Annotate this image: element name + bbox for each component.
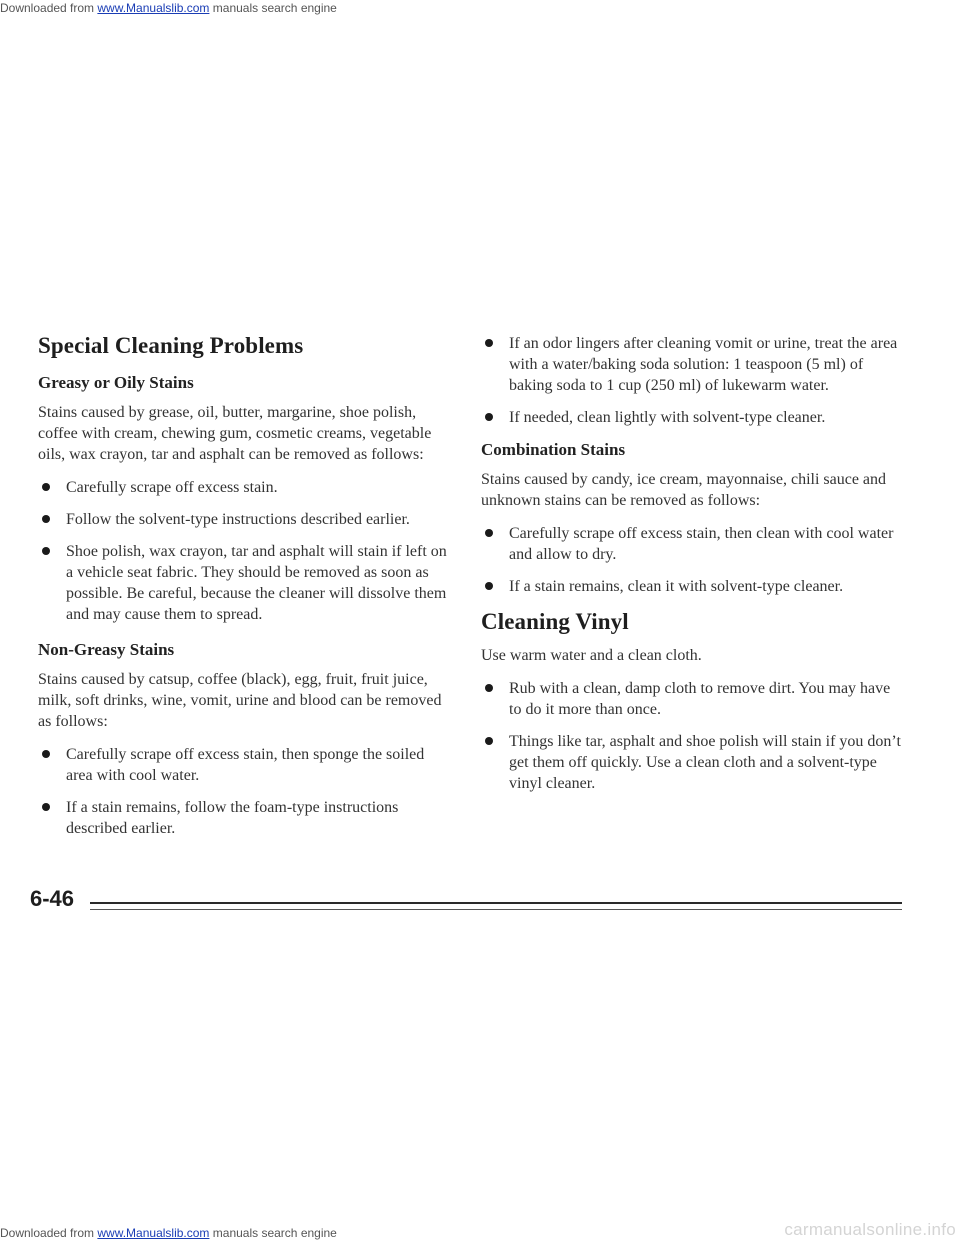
footer-rule: [90, 902, 902, 904]
list-item: [481, 678, 901, 720]
bullet-icon: [42, 483, 50, 491]
bullet-icon: [42, 547, 50, 555]
heading-combination-stains: Combination Stains: [481, 440, 626, 459]
footer-rule-thin: [90, 909, 902, 910]
list-item-text: Shoe polish, wax crayon, tar and asphalt will stain if left on a vehicle seat fabric. They should be removed as soon as possible. Be careful, because the cleaner will dissolve them and may cause them to spread.: [66, 543, 447, 623]
list-item-text: Rub with a clean, damp cloth to remove dirt. You may have to do it more than once.: [509, 680, 891, 718]
combination-bullet-list: [481, 523, 901, 597]
manualslib-link[interactable]: www.Manualslib.com: [97, 1226, 210, 1240]
list-item: [38, 541, 448, 625]
nongreasy-bullet-list: [38, 744, 448, 839]
list-item: [481, 407, 901, 428]
banner-suffix: manuals search engine: [209, 1, 337, 15]
list-item-text: If a stain remains, follow the foam-type instructions described earlier.: [66, 799, 399, 837]
watermark-text: carmanualsonline.info: [784, 1220, 956, 1239]
heading-greasy-stains: Greasy or Oily Stains: [38, 373, 194, 392]
list-item: [481, 523, 901, 565]
section-title-special-cleaning: Special Cleaning Problems: [38, 333, 304, 358]
list-item-text: Carefully scrape off excess stain, then clean with cool water and allow to dry.: [509, 525, 894, 563]
bullet-icon: [485, 339, 493, 347]
list-item-text: If a stain remains, clean it with solvent-type cleaner.: [509, 578, 844, 595]
bullet-icon: [485, 582, 493, 590]
page-number: 6-46: [30, 886, 75, 911]
manualslib-link[interactable]: www.Manualslib.com: [97, 1, 210, 15]
banner-prefix: Downloaded from: [0, 1226, 98, 1240]
list-item: [481, 731, 901, 794]
heading-nongreasy-stains: Non-Greasy Stains: [38, 640, 175, 659]
download-banner-top: [0, 0, 337, 15]
list-item-text: If an odor lingers after cleaning vomit or urine, treat the area with a water/baking soda solution: 1 teaspoon (5 ml) of baking soda to 1 cup (250 ml) of lukewarm water.: [509, 335, 898, 394]
vinyl-bullet-list: [481, 678, 901, 794]
list-item-text: Carefully scrape off excess stain.: [66, 479, 278, 496]
list-item-text: Follow the solvent-type instructions described earlier.: [66, 511, 410, 528]
greasy-intro: Stains caused by grease, oil, butter, margarine, shoe polish, coffee with cream, chewing gum, cosmetic creams, vegetable oils, wax crayon, tar and asphalt can be removed as follows:: [38, 404, 432, 463]
section-title-cleaning-vinyl: Cleaning Vinyl: [481, 609, 629, 634]
bullet-icon: [42, 750, 50, 758]
list-item: [38, 477, 448, 498]
combination-intro: Stains caused by candy, ice cream, mayonnaise, chili sauce and unknown stains can be removed as follows:: [481, 471, 887, 509]
left-column: [38, 333, 448, 851]
banner-prefix: Downloaded from: [0, 1, 98, 15]
continued-bullet-list: [481, 333, 901, 428]
bullet-icon: [485, 529, 493, 537]
list-item: [481, 333, 901, 396]
list-item-text: Things like tar, asphalt and shoe polish will stain if you don’t get them off quickly. Use a clean cloth and a solvent-type vinyl cleaner.: [509, 733, 901, 792]
list-item: [38, 744, 448, 786]
list-item-text: Carefully scrape off excess stain, then sponge the soiled area with cool water.: [66, 746, 425, 784]
bullet-icon: [42, 803, 50, 811]
bullet-icon: [485, 684, 493, 692]
right-column: [481, 333, 901, 806]
bullet-icon: [485, 413, 493, 421]
download-banner-bottom: [0, 1226, 337, 1240]
list-item: [38, 509, 448, 530]
list-item: [481, 576, 901, 597]
bullet-icon: [42, 515, 50, 523]
bullet-icon: [485, 737, 493, 745]
nongreasy-intro: Stains caused by catsup, coffee (black), egg, fruit, fruit juice, milk, soft drinks, wine, vomit, urine and blood can be removed as follows:: [38, 671, 442, 730]
list-item: [38, 797, 448, 839]
banner-suffix: manuals search engine: [209, 1226, 337, 1240]
greasy-bullet-list: [38, 477, 448, 625]
vinyl-intro: Use warm water and a clean cloth.: [481, 647, 702, 664]
list-item-text: If needed, clean lightly with solvent-type cleaner.: [509, 409, 826, 426]
